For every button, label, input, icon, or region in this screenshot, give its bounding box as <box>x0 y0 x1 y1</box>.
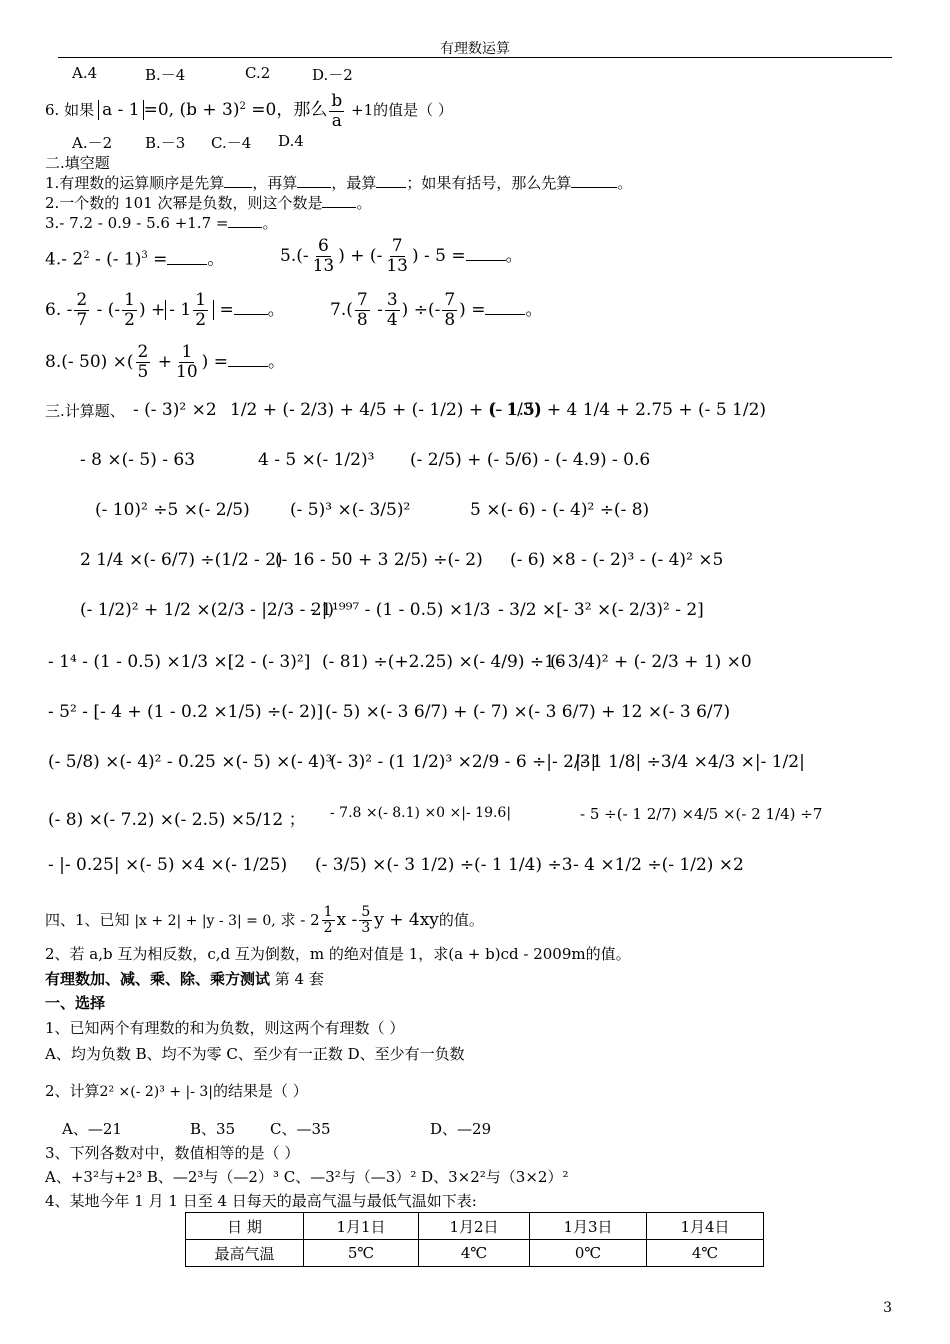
table-row <box>186 1240 764 1267</box>
test4-q1-options: A、均为负数 B、均不为零 C、至少有一正数 D、至少有一负数 <box>45 1045 465 1063</box>
fill-q8: 8.(- 50) ×( $\frac{2}{5}$ + $\frac{1}{10}$ ) = 。 <box>45 342 285 382</box>
calc-r3-c1: (- 10)² ÷5 ×(- 2/5) <box>95 500 250 520</box>
table-header-row <box>186 1213 764 1240</box>
table-cell: 1月1日 <box>304 1213 419 1240</box>
test4-q2-option-b: B、35 <box>190 1120 236 1138</box>
header-rule <box>58 57 892 58</box>
page-header-title: 有理数运算 <box>440 41 510 57</box>
calc-heading: 三.计算题、 <box>45 402 125 420</box>
q6-cond: =0, (b + 3) <box>143 100 240 120</box>
q6-option-c: C.－4 <box>211 134 252 152</box>
test4-q1: 1、已知两个有理数的和为负数，则这两个有理数（ ） <box>45 1019 405 1037</box>
q6-prefix: 6. 如果 <box>45 101 95 119</box>
q6-tail: +1的值是（ ） <box>346 101 453 119</box>
test4-title: 有理数加、减、乘、除、乘方测试 第 4 套 <box>45 970 324 988</box>
q6-option-d: D.4 <box>278 132 304 150</box>
table-cell: 日 期 <box>186 1213 304 1240</box>
fill-q6: 6. - $\frac{2}{7}$ - (- $\frac{1}{2}$ ) + - 1 $\frac{1}{2}$ = 。 <box>45 290 285 330</box>
calc-r9-c1: (- 8) ×(- 7.2) ×(- 2.5) ×5/12 ； <box>48 810 306 830</box>
q5-option-a: A.4 <box>72 64 98 82</box>
calc-r2-c2: 4 - 5 ×(- 1/2)³ <box>258 450 375 470</box>
calc-r9-c3: - 5 ÷(- 1 2/7) ×4/5 ×(- 2 1/4) ÷7 <box>580 805 823 823</box>
calc-r4-c1: 2 1/4 ×(- 6/7) ÷(1/2 - 2) <box>80 550 283 570</box>
q5-option-b: B.－4 <box>145 66 186 84</box>
test4-q2-option-d: D、—29 <box>430 1120 492 1138</box>
table-cell: 0℃ <box>530 1240 647 1267</box>
s4-q2: 2、若 a,b 互为相反数，c,d 互为倒数，m 的绝对值是 1，求(a + b)cd - 2009m的值。 <box>45 945 631 963</box>
calc-r3-c3: 5 ×(- 6) - (- 4)² ÷(- 8) <box>470 500 650 520</box>
calc-r8-c3: |- 1 1/8| ÷3/4 ×4/3 ×|- 1/2| <box>575 752 805 772</box>
fill-heading: 二.填空题 <box>45 154 110 172</box>
calc-r2-c3: (- 2/5) + (- 5/6) - (- 4.9) - 0.6 <box>410 450 651 470</box>
calc-r1-c2: 1/2 + (- 2/3) + 4/5 + (- 1/2) + (- 1/3) <box>230 400 541 420</box>
calc-r4-c2: (- 16 - 50 + 3 2/5) ÷(- 2) <box>275 550 483 570</box>
table-cell: 4℃ <box>419 1240 530 1267</box>
table-cell: 1月2日 <box>419 1213 530 1240</box>
q6-option-b: B.－3 <box>145 134 186 152</box>
fill-q3: 3.- 7.2 - 0.9 - 5.6 +1.7 = 。 <box>45 214 278 232</box>
test4-q4: 4、某地今年 1 月 1 日至 4 日每天的最高气温与最低气温如下表: <box>45 1192 477 1210</box>
q6-cond-end: =0，那么 <box>245 100 328 120</box>
fill-q1: 1.有理数的运算顺序是先算 ，再算 ，最算 ；如果有括号，那么先算 。 <box>45 174 633 192</box>
q5-option-c: C.2 <box>245 64 271 82</box>
calc-r7-c2: (- 5) ×(- 3 6/7) + (- 7) ×(- 3 6/7) + 12 ×(- 3 6/7) <box>325 702 731 722</box>
calc-r10-c3: - 4 ×1/2 ÷(- 1/2) ×2 <box>573 855 744 875</box>
q6-option-a: A.－2 <box>72 134 113 152</box>
q6-abs: a - 1 <box>98 100 144 120</box>
table-cell: 1月3日 <box>530 1213 647 1240</box>
test4-q3-options: A、+3²与+2³ B、—2³与（—2）³ C、—3²与（—3）² D、3×2²与（3×2）² <box>45 1168 569 1186</box>
calc-r7-c1: - 5² - [- 4 + (1 - 0.2 ×1/5) ÷(- 2)] <box>48 702 324 722</box>
calc-r3-c2: (- 5)³ ×(- 3/5)² <box>290 500 411 520</box>
table-cell: 5℃ <box>304 1240 419 1267</box>
fill-q7: 7.( $\frac{7}{8}$ - $\frac{3}{4}$ ) ÷(- $\frac{7}{8}$ ) = 。 <box>330 290 543 330</box>
calc-r6-c3: (- 3/4)² + (- 2/3 + 1) ×0 <box>550 652 752 672</box>
calc-r1-c3: (- 1.5) + 4 1/4 + 2.75 + (- 5 1/2) <box>490 400 767 420</box>
calc-r8-c1: (- 5/8) ×(- 4)² - 0.25 ×(- 5) ×(- 4)³ <box>48 752 333 772</box>
calc-r8-c2: (- 3)² - (1 1/2)³ ×2/9 - 6 ÷|- 2/3| <box>330 752 597 772</box>
page-number: 3 <box>883 1300 892 1316</box>
table-cell: 最高气温 <box>186 1240 304 1267</box>
calc-r4-c3: (- 6) ×8 - (- 2)³ - (- 4)² ×5 <box>510 550 724 570</box>
calc-r6-c2: (- 81) ÷(+2.25) ×(- 4/9) ÷16 <box>322 652 566 672</box>
fill-q4: 4.- $2^2$ - (- 1)$^3$ = 。 <box>45 249 225 270</box>
q6-cond-sup: 2 <box>239 101 246 112</box>
calc-r10-c2: (- 3/5) ×(- 3 1/2) ÷(- 1 1/4) ÷3 <box>315 855 573 875</box>
test4-q2-option-a: A、—21 <box>62 1120 122 1138</box>
q6-fraction: $\frac{b}{a}$ <box>331 90 343 131</box>
test4-sec1: 一、选择 <box>45 994 106 1012</box>
calc-r1-c1: - (- 3)² ×2 <box>133 400 217 420</box>
calc-r5-c2: - 1¹⁹⁹⁷ - (1 - 0.5) ×1/3 <box>310 600 491 620</box>
calc-r6-c1: - 1⁴ - (1 - 0.5) ×1/3 ×[2 - (- 3)²] <box>48 652 311 672</box>
calc-r5-c3: - 3/2 ×[- 3² ×(- 2/3)² - 2] <box>498 600 704 620</box>
calc-r5-c1: (- 1/2)² + 1/2 ×(2/3 - |2/3 - 2|) <box>80 600 335 620</box>
calc-r9-c2: - 7.8 ×(- 8.1) ×0 ×|- 19.6| <box>330 805 512 821</box>
calc-r10-c1: - |- 0.25| ×(- 5) ×4 ×(- 1/25) <box>48 855 288 875</box>
fill-q2: 2.一个数的 101 次幂是负数，则这个数是 。 <box>45 194 372 212</box>
test4-q2-option-c: C、—35 <box>270 1120 331 1138</box>
q5-option-d: D.－2 <box>312 66 353 84</box>
q6-line <box>45 88 453 130</box>
calc-r2-c1: - 8 ×(- 5) - 63 <box>80 450 196 470</box>
test4-q2: 2、计算2² ×(- 2)³ + |- 3|的结果是（ ） <box>45 1082 308 1100</box>
table-cell: 4℃ <box>647 1240 764 1267</box>
s4-q1: 四、1、已知 |x + 2| + |y - 3| = 0, 求 - 2 $\frac{1}{2}$ x - $\frac{5}{3}$ y + 4xy的值。 <box>45 904 484 937</box>
table-cell: 1月4日 <box>647 1213 764 1240</box>
temperature-table <box>185 1212 764 1267</box>
test4-q3: 3、下列各数对中，数值相等的是（ ） <box>45 1144 300 1162</box>
fill-q5: 5.(- $\frac{6}{13}$ ) + (- $\frac{7}{13}$ ) - 5 = 。 <box>280 236 523 276</box>
